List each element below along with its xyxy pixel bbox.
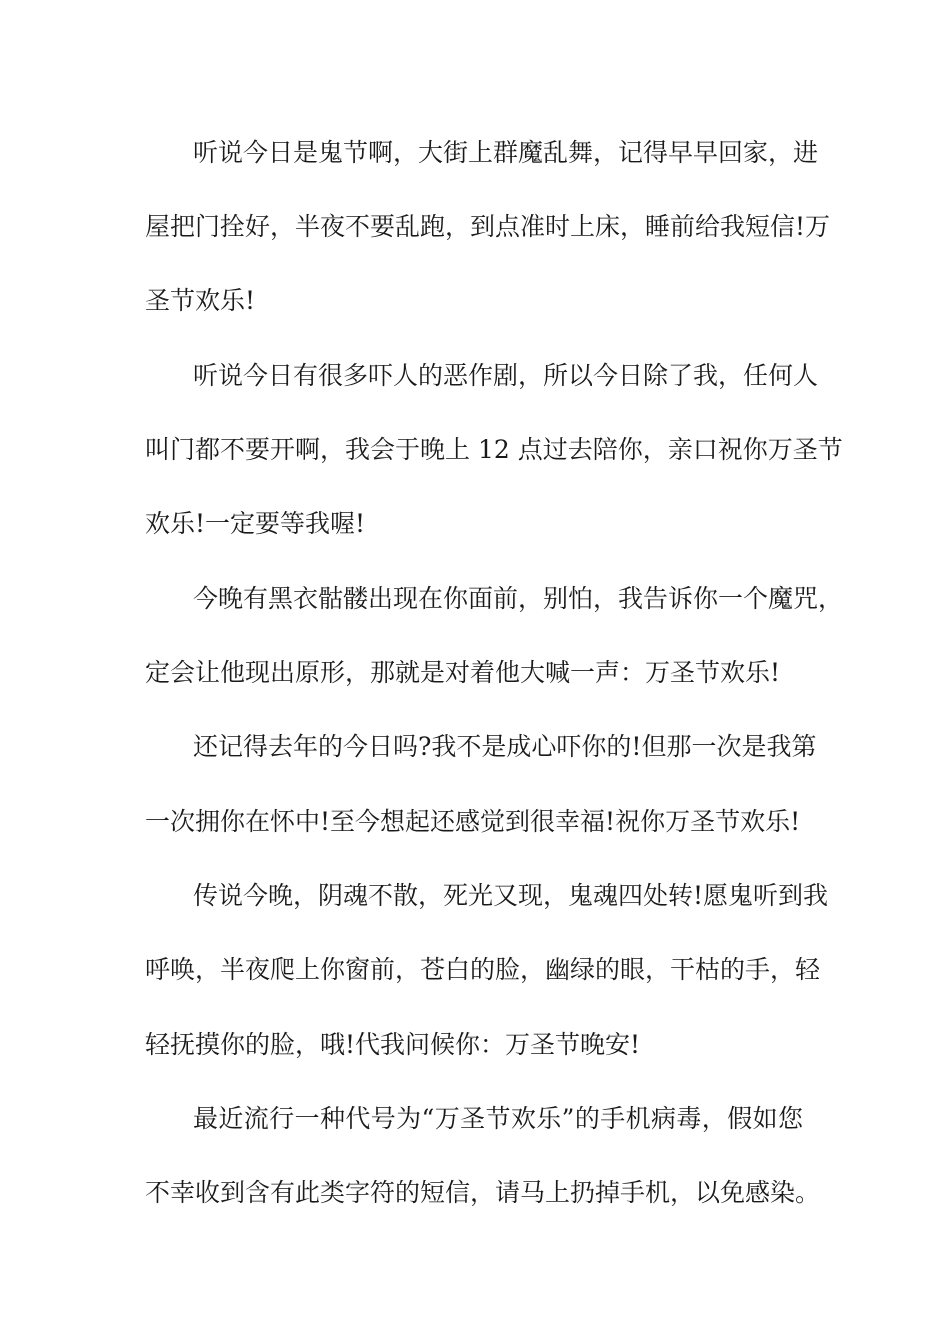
paragraph-3-line-1: 今晚有黑衣骷髅出现在你面前，别怕，我告诉你一个魔咒， [193, 584, 844, 613]
paragraph-3-line-2: 定会让他现出原形，那就是对着他大喊一声：万圣节欢乐! [145, 658, 781, 687]
paragraph-2-line-1: 听说今日有很多吓人的恶作剧，所以今日除了我，任何人 [193, 361, 819, 390]
paragraph-1-line-1: 听说今日是鬼节啊，大街上群魔乱舞，记得早早回家，进 [193, 138, 819, 167]
paragraph-1-line-2: 屋把门拴好，半夜不要乱跑，到点准时上床，睡前给我短信!万 [145, 212, 831, 241]
paragraph-2-line-2: 叫门都不要开啊，我会于晚上 12 点过去陪你，亲口祝你万圣节 [145, 435, 843, 464]
paragraph-5-line-1: 传说今晚，阴魂不散，死光又现，鬼魂四处转!愿鬼听到我 [193, 881, 829, 910]
paragraph-6-line-2: 不幸收到含有此类字符的短信，请马上扔掉手机，以免感染。 [145, 1178, 821, 1207]
paragraph-4-line-1: 还记得去年的今日吗?我不是成心吓你的!但那一次是我第 [193, 732, 817, 761]
paragraph-5-line-3: 轻抚摸你的脸，哦!代我问候你：万圣节晚安! [145, 1030, 641, 1059]
paragraph-6-line-1: 最近流行一种代号为“万圣节欢乐”的手机病毒，假如您 [193, 1104, 803, 1133]
paragraph-1-line-3: 圣节欢乐! [145, 286, 256, 315]
paragraph-2-line-3: 欢乐!一定要等我喔! [145, 509, 366, 538]
paragraph-4-line-2: 一次拥你在怀中!至今想起还感觉到很幸福!祝你万圣节欢乐! [145, 807, 801, 836]
paragraph-5-line-2: 呼唤，半夜爬上你窗前，苍白的脸，幽绿的眼，干枯的手，轻 [145, 955, 821, 984]
